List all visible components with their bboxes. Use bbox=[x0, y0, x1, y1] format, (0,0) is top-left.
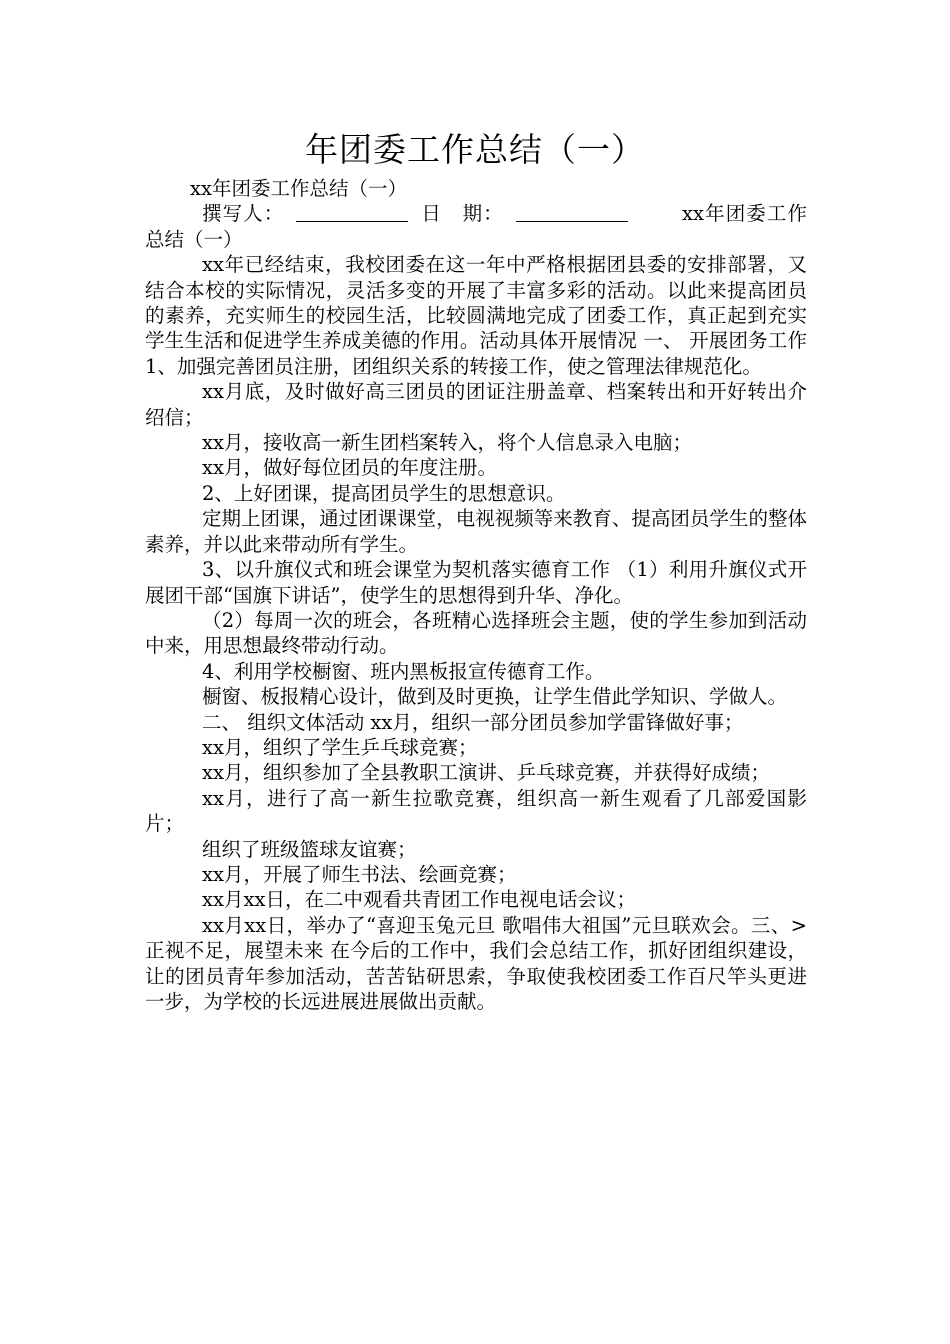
author-label: 撰写人： bbox=[202, 202, 285, 226]
author-blank bbox=[296, 203, 408, 222]
paragraph: 橱窗、板报精心设计，做到及时更换，让学生借此学知识、学做人。 bbox=[202, 685, 788, 709]
paragraph: xx年已经结束，我校团委在这一年中严格根据团县委的安排部署，又结合本校的实际情况，灵活多变的开展了丰富多彩的活动。以此来提高团员的素养，充实师生的校园生活，比较圆满地完成了团委工作，真正起到充实学生生活和促进学生养成美德的作用。活动具体开展情况 一、 开展团务工作 1、加强完善团员注册，团组织关系的转接工作，使之管理法律规范化。 bbox=[145, 253, 807, 378]
paragraph: xx月，组织了学生乒乓球竞赛； bbox=[202, 735, 478, 759]
paragraph: 定期上团课，通过团课课堂，电视视频等来教育、提高团员学生的整体素养，并以此来带动所有学生。 bbox=[145, 507, 807, 556]
paragraph: xx月底，及时做好高三团员的团证注册盖章、档案转出和开好转出介绍信； bbox=[145, 380, 807, 429]
paragraph: 组织了班级篮球友谊赛； bbox=[202, 837, 417, 861]
paragraph: xx月，组织参加了全县教职工演讲、乒乓球竞赛，并获得好成绩； bbox=[202, 761, 770, 785]
paragraph: xx月，接收高一新生团档案转入，将个人信息录入电脑； bbox=[202, 431, 692, 455]
date-label: 日 期： bbox=[420, 202, 504, 226]
paragraph: xx月xx日，举办了“喜迎玉兔元旦 歌唱伟大祖国”元旦联欢会。三、>正视不足，展望未来 在今后的工作中，我们会总结工作，抓好团组织建设，让的团员青年参加活动，苦苦钻研思索，争取使我校团委工作百尺竿头更进一步，为学校的长远进展进展做出贡献。 bbox=[145, 913, 807, 1013]
header-tail: xx年团委工作总结（一） bbox=[145, 202, 807, 251]
document-header-line bbox=[145, 201, 807, 252]
paragraph: 4、利用学校橱窗、班内黑板报宣传德育工作。 bbox=[202, 659, 605, 683]
paragraph: xx月，做好每位团员的年度注册。 bbox=[202, 456, 497, 480]
paragraph: xx月xx日，在二中观看共青团工作电视电话会议； bbox=[202, 888, 636, 912]
document-subtitle: xx年团委工作总结（一） bbox=[190, 177, 407, 200]
paragraph: 3、以升旗仪式和班会课堂为契机落实德育工作 （1）利用升旗仪式开展团干部“国旗下讲话”，使学生的思想得到升华、净化。 bbox=[145, 558, 807, 607]
document-title: 年团委工作总结（一） bbox=[305, 130, 645, 169]
paragraph: 二、 组织文体活动 xx月，组织一部分团员参加学雷锋做好事； bbox=[202, 710, 744, 734]
document-body bbox=[145, 176, 807, 1014]
paragraph: 2、上好团课，提高团员学生的思想意识。 bbox=[202, 481, 566, 505]
paragraph: xx月，进行了高一新生拉歌竞赛，组织高一新生观看了几部爱国影片； bbox=[145, 786, 807, 836]
paragraph: xx月，开展了师生书法、绘画竞赛； bbox=[202, 862, 517, 886]
paragraph: （2）每周一次的班会，各班精心选择班会主题，使的学生参加到活动中来，用思想最终带动行动。 bbox=[145, 608, 807, 658]
date-blank bbox=[516, 203, 628, 222]
